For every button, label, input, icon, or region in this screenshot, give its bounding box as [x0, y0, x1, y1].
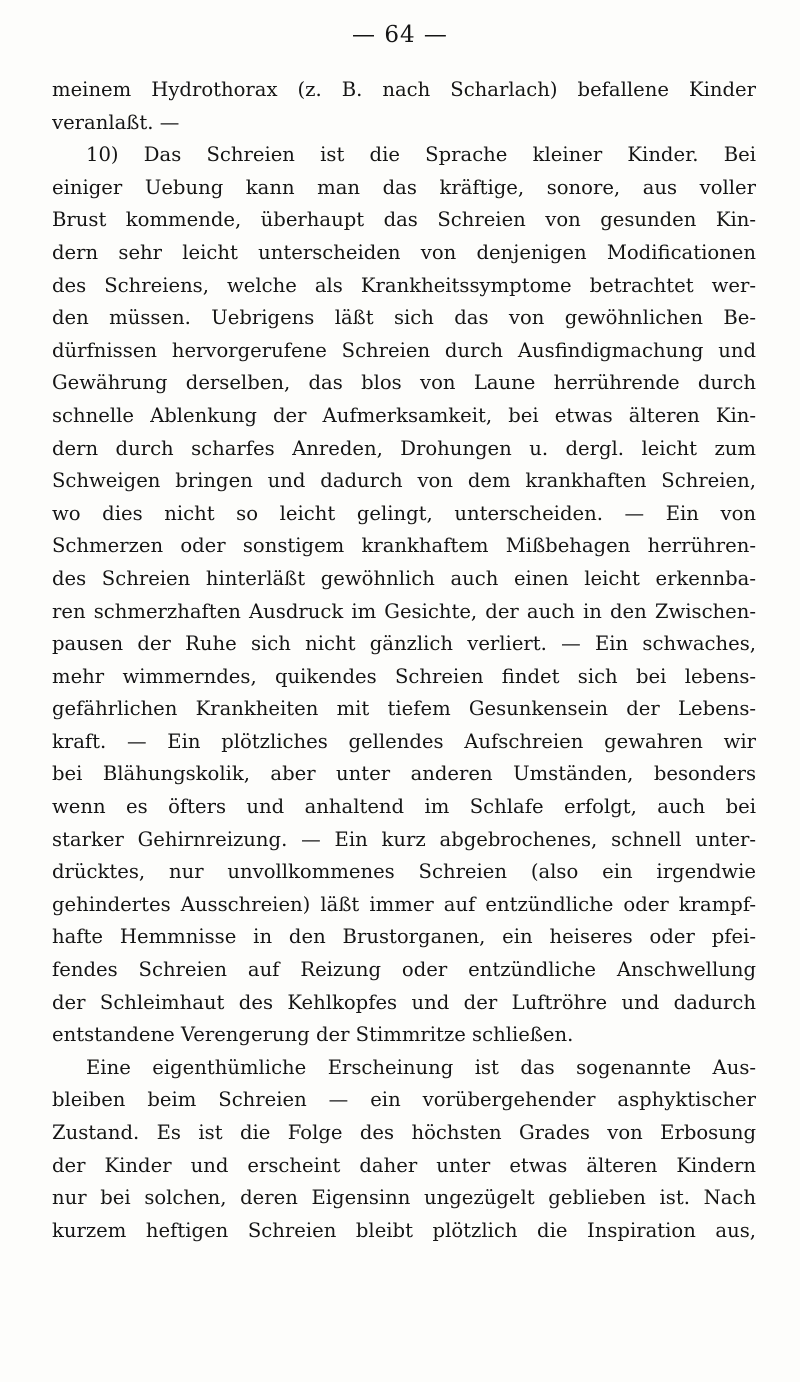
text-line: wenn es öfters und anhaltend im Schlafe erfolgt, auch bei: [52, 795, 756, 819]
text-line: nur bei solchen, deren Eigensinn ungezügelt geblieben ist. Nach: [52, 1186, 756, 1210]
text-line: Zustand. Es ist die Folge des höchsten Grades von Erbosung: [52, 1121, 756, 1144]
text-line: Gewährung derselben, das blos von Laune herrührende durch: [52, 371, 756, 395]
text-line: des Schreien hinterläßt gewöhnlich auch einen leicht erkennba-: [52, 566, 756, 590]
text-line: kurzem heftigen Schreien bleibt plötzlich die Inspiration aus,: [52, 1218, 756, 1242]
body-text: [52, 74, 756, 1247]
text-line: der Schleimhaut des Kehlkopfes und der Luftröhre und dadurch: [52, 990, 756, 1014]
text-line: 10) Das Schreien ist die Sprache kleiner Kinder. Bei: [86, 143, 756, 167]
text-line: Eine eigenthümliche Erscheinung ist das sogenannte Aus-: [86, 1055, 756, 1079]
text-line: dürfnissen hervorgerufene Schreien durch Ausfindigmachung und: [52, 338, 756, 362]
text-line: veranlaßt. —: [52, 110, 180, 134]
text-line: pausen der Ruhe sich nicht gänzlich verliert. — Ein schwaches,: [52, 632, 756, 656]
text-line: entstandene Verengerung der Stimmritze schließen.: [52, 1023, 574, 1047]
text-line: fendes Schreien auf Reizung oder entzündliche Anschwellung: [52, 958, 756, 982]
text-line: Schweigen bringen und dadurch von dem krankhaften Schreien,: [52, 469, 756, 493]
text-line: ren schmerzhaften Ausdruck im Gesichte, der auch in den Zwischen-: [52, 599, 756, 623]
text-line: schnelle Ablenkung der Aufmerksamkeit, bei etwas älteren Kin-: [52, 403, 756, 427]
text-line: einiger Uebung kann man das kräftige, sonore, aus voller: [52, 175, 756, 199]
page-number: — 64 —: [352, 22, 448, 48]
text-line: Schmerzen oder sonstigem krankhaftem Mißbehagen herrühren-: [52, 534, 756, 558]
text-line: wo dies nicht so leicht gelingt, unterscheiden. — Ein von: [52, 501, 756, 525]
text-line: gefährlichen Krankheiten mit tiefem Gesunkensein der Lebens-: [52, 697, 756, 721]
text-line: starker Gehirnreizung. — Ein kurz abgebrochenes, schnell unter-: [52, 827, 756, 851]
text-line: meinem Hydrothorax (z. B. nach Scharlach) befallene Kinder: [52, 78, 756, 101]
text-line: kraft. — Ein plötzliches gellendes Aufschreien gewahren wir: [52, 729, 756, 753]
text-line: Brust kommende, überhaupt das Schreien von gesunden Kin-: [52, 208, 756, 232]
text-line: mehr wimmerndes, quikendes Schreien findet sich bei lebens-: [52, 664, 756, 688]
text-line: dern durch scharfes Anreden, Drohungen u. dergl. leicht zum: [52, 436, 756, 460]
text-line: gehindertes Ausschreien) läßt immer auf entzündliche oder krampf-: [52, 892, 756, 916]
text-line: den müssen. Uebrigens läßt sich das von gewöhnlichen Be-: [52, 306, 756, 330]
text-line: der Kinder und erscheint daher unter etwas älteren Kindern: [52, 1153, 756, 1177]
text-line: dern sehr leicht unterscheiden von denjenigen Modificationen: [52, 240, 756, 264]
text-line: drücktes, nur unvollkommenes Schreien (also ein irgendwie: [52, 860, 756, 884]
text-line: hafte Hemmnisse in den Brustorganen, ein heiseres oder pfei-: [52, 925, 756, 949]
text-line: des Schreiens, welche als Krankheitssymptome betrachtet wer-: [52, 273, 756, 297]
text-line: bleiben beim Schreien — ein vorübergehender asphyktischer: [52, 1088, 756, 1112]
text-line: bei Blähungskolik, aber unter anderen Umständen, besonders: [52, 762, 756, 786]
